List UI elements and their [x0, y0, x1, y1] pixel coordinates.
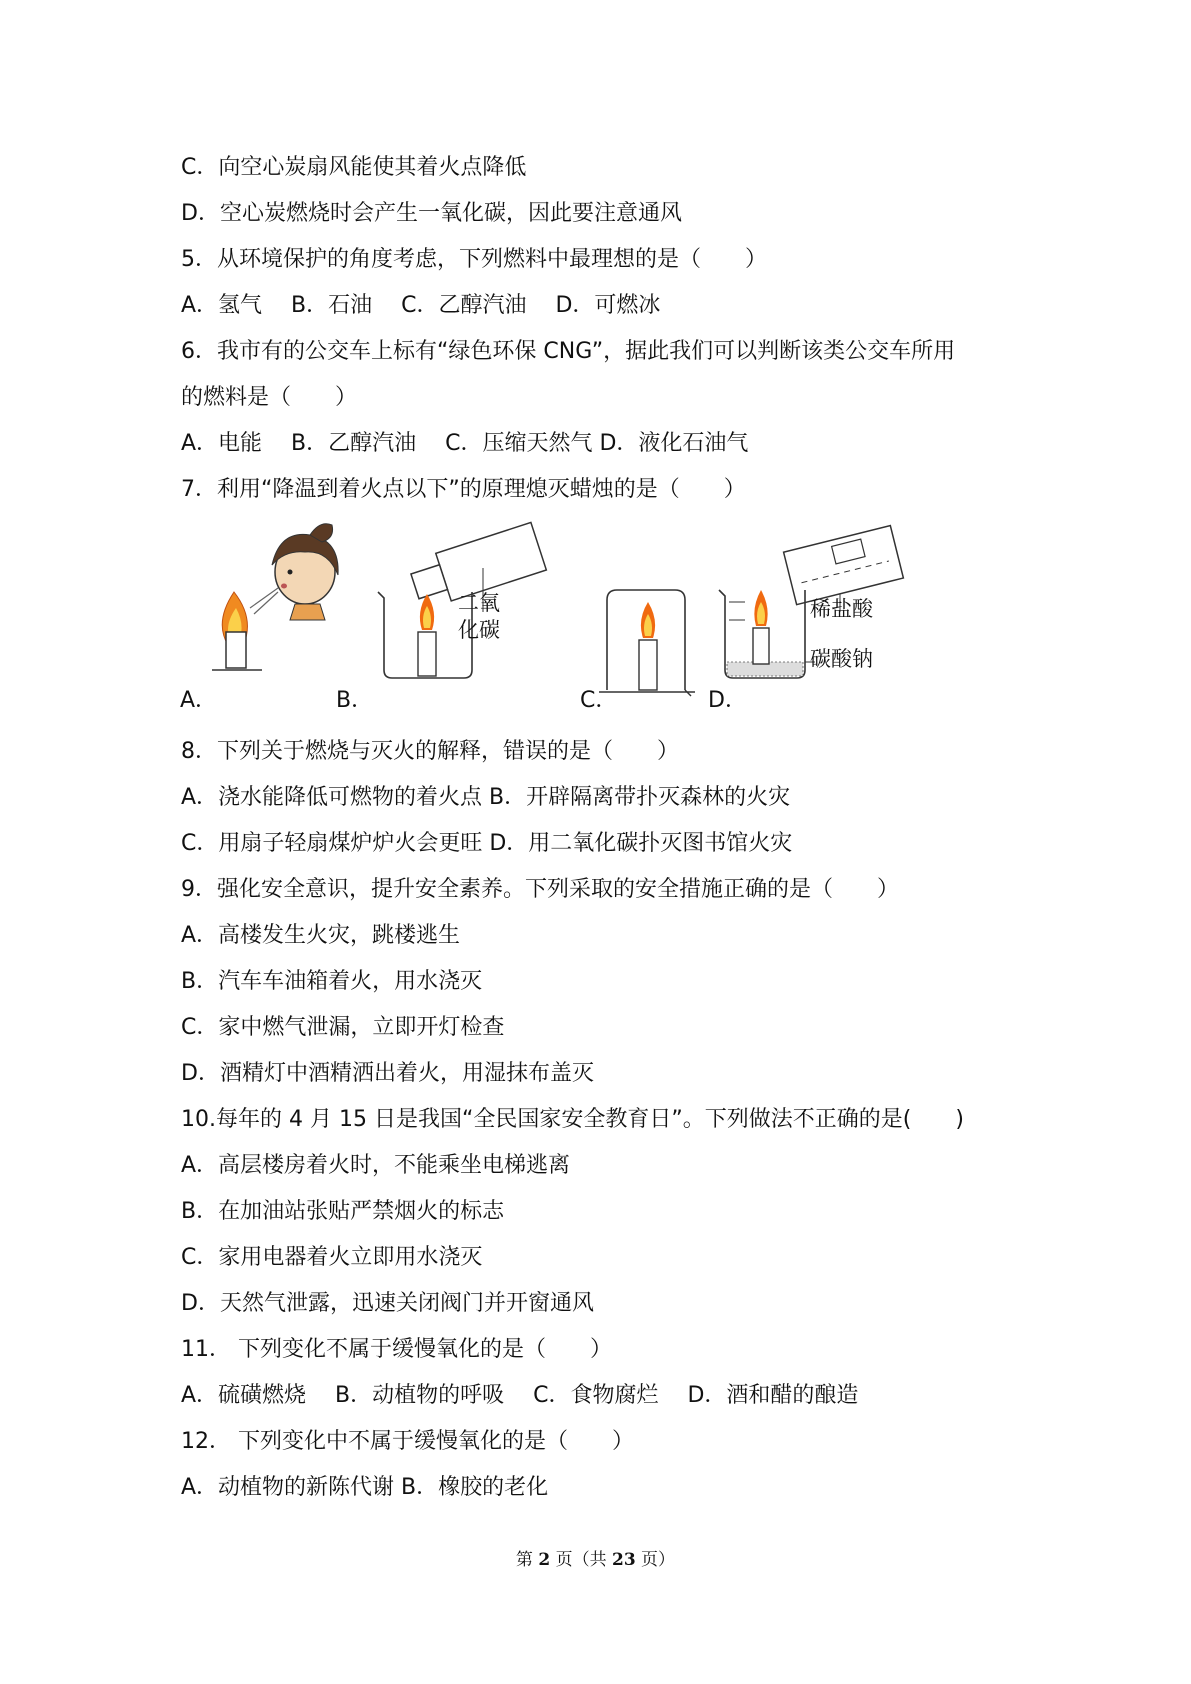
text-line: 11． 下列变化不属于缓慢氧化的是（ ） — [181, 1337, 612, 1362]
text-line: 7．利用“降温到着火点以下”的原理熄灭蜡烛的是（ ） — [181, 477, 746, 502]
text-line: A．浇水能降低可燃物的着火点 B．开辟隔离带扑灭森林的火灾 — [181, 785, 791, 810]
text-line: B．汽车车油箱着火，用水浇灭 — [181, 969, 483, 994]
text-line: C．家用电器着火立即用水浇灭 — [181, 1245, 483, 1270]
text-line: A．电能 B．乙醇汽油 C．压缩天然气 D．液化石油气 — [181, 431, 749, 456]
figure-label-b: B． — [336, 688, 374, 713]
carbonate-label: 碳酸钠 — [810, 647, 873, 671]
text-line: A．高楼发生火灾，跳楼逃生 — [181, 923, 461, 948]
co2-label-line2: 化碳 — [458, 618, 500, 642]
text-line: A．氢气 B．石油 C．乙醇汽油 D．可燃冰 — [181, 293, 661, 318]
figure-label-a: A． — [180, 688, 218, 713]
text-line: C．用扇子轻扇煤炉炉火会更旺 D．用二氧化碳扑灭图书馆火灾 — [181, 831, 793, 856]
text-line: D．天然气泄露，迅速关闭阀门并开窗通风 — [181, 1291, 594, 1316]
text-line: 5．从环境保护的角度考虑，下列燃料中最理想的是（ ） — [181, 247, 767, 272]
candle-figure — [170, 520, 970, 720]
text-line: 的燃料是（ ） — [181, 385, 358, 410]
girl-blowing-candle-icon — [210, 520, 350, 720]
text-line: 6．我市有的公交车上标有“绿色环保 CNG”，据此我们可以判断该类公交车所用 — [181, 339, 956, 364]
text-line: 9．强化安全意识，提升安全素养。下列采取的安全措施正确的是（ ） — [181, 877, 899, 902]
figure-label-d: D． — [708, 688, 747, 713]
footer-pre: 第 — [515, 1550, 539, 1570]
text-line: D．空心炭燃烧时会产生一氧化碳，因此要注意通风 — [181, 201, 682, 226]
text-line: 12． 下列变化中不属于缓慢氧化的是（ ） — [181, 1429, 634, 1454]
footer-page-number: 2 — [538, 1550, 551, 1570]
text-line: A．高层楼房着火时，不能乘坐电梯逃离 — [181, 1153, 571, 1178]
text-line: 8．下列关于燃烧与灭火的解释，错误的是（ ） — [181, 739, 679, 764]
page-footer — [0, 1545, 1191, 1570]
inverted-beaker-candle-icon — [595, 580, 705, 720]
text-line: A．硫磺燃烧 B．动植物的呼吸 C．食物腐烂 D．酒和醋的酿造 — [181, 1383, 859, 1408]
text-line: C．家中燃气泄漏，立即开灯检查 — [181, 1015, 505, 1040]
text-line: D．酒精灯中酒精洒出着火，用湿抹布盖灭 — [181, 1061, 594, 1086]
text-line: 10.每年的 4 月 15 日是我国“全民国家安全教育日”。下列做法不正确的是( ) — [181, 1107, 964, 1132]
text-line: A．动植物的新陈代谢 B．橡胶的老化 — [181, 1475, 549, 1500]
text-line: B．在加油站张贴严禁烟火的标志 — [181, 1199, 505, 1224]
text-line: C．向空心炭扇风能使其着火点降低 — [181, 155, 527, 180]
footer-mid: 页（共 — [550, 1550, 612, 1570]
acid-label: 稀盐酸 — [810, 597, 873, 621]
figure-label-c: C． — [580, 688, 618, 713]
footer-total-pages: 23 — [611, 1550, 636, 1570]
co2-label-line1: 二氧 — [458, 591, 500, 615]
footer-post: 页） — [635, 1550, 676, 1570]
